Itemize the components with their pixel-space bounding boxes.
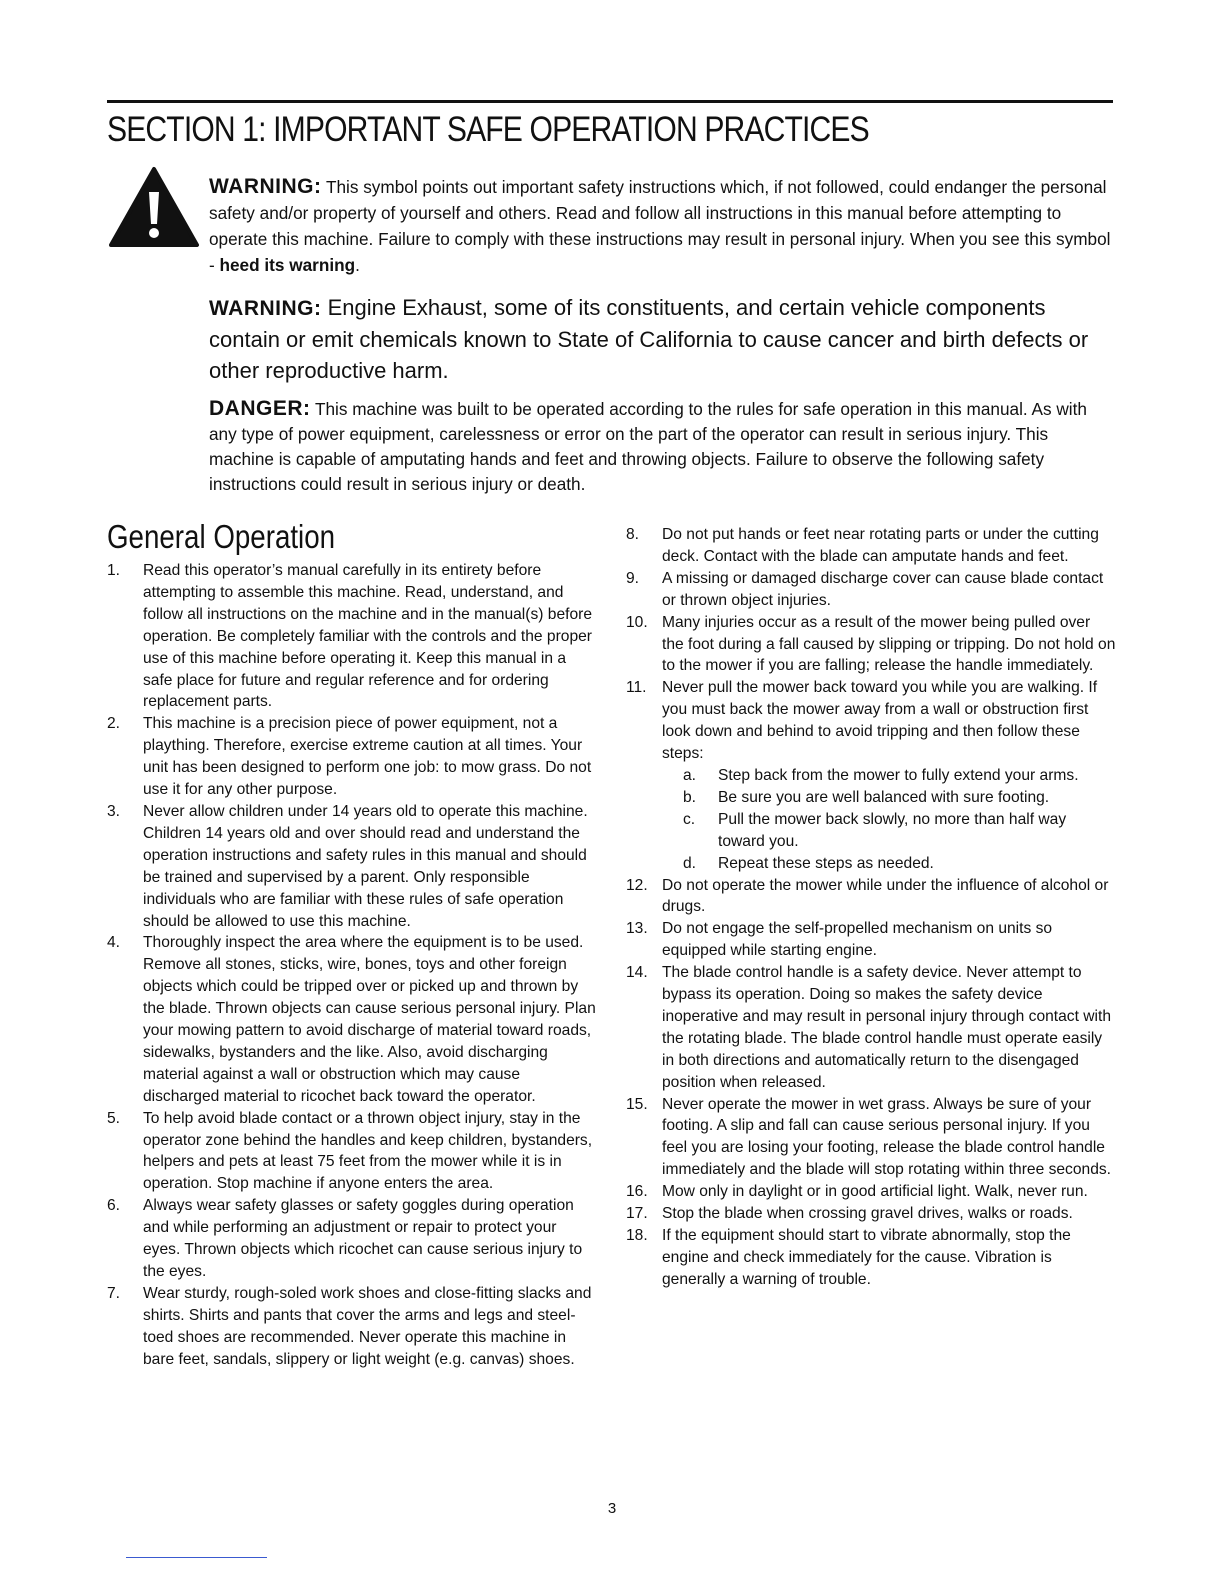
warning-end: . — [355, 255, 360, 275]
danger-text: This machine was built to be operated according to the rules for safe operation in this manual. As with any type of power equipment, carelessness or error on the part of the operator can result in serious injury. This machine is capable of amputating hands and feet and throwing objects. Failure to observe the following safety instructions could result in serious injury or death. — [209, 399, 1087, 494]
sub-item-text: Be sure you are well balanced with sure footing. — [718, 788, 1050, 806]
sub-list-item — [662, 765, 1116, 787]
item-number: 2. — [107, 715, 121, 733]
list-item — [626, 568, 1116, 612]
safety-symbol-warning — [209, 174, 1114, 278]
general-operation-heading: General Operation — [107, 518, 336, 555]
item-number: 14. — [626, 964, 648, 982]
warning-keyword: WARNING: — [209, 297, 322, 320]
sub-list-item — [662, 809, 1116, 853]
list-item — [626, 962, 1116, 1093]
item-text: If the equipment should start to vibrate abnormally, stop the engine and check immediately for the cause. Vibration is generally a warning of trouble. — [662, 1227, 1071, 1288]
item-number: 12. — [626, 876, 648, 894]
list-item — [107, 713, 597, 801]
list-item — [626, 918, 1116, 962]
list-item — [626, 875, 1116, 919]
item-number: 10. — [626, 613, 648, 631]
danger-notice — [209, 396, 1114, 497]
item-text: This machine is a precision piece of power equipment, not a plaything. Therefore, exercise extreme caution at all times. Your unit has been designed to perform one job: to mow grass. Do not use it for any other purpose. — [143, 715, 592, 799]
item-number: 15. — [626, 1095, 648, 1113]
safety-rules-list-right — [626, 524, 1116, 1291]
item-text: Many injuries occur as a result of the mower being pulled over the foot during a fall caused by slipping or tripping. Do not hold on to the mower if you are falling; release the handle immediately. — [662, 613, 1116, 675]
item-text: Do not put hands or feet near rotating parts or under the cutting deck. Contact with the blade can amputate hands and feet. — [662, 526, 1099, 565]
item-number: 11. — [626, 679, 647, 697]
sub-item-letter: c. — [683, 810, 696, 828]
section-title: SECTION 1: IMPORTANT SAFE OPERATION PRACTICES — [107, 110, 869, 149]
list-item — [626, 1181, 1116, 1203]
item-text: Never pull the mower back toward you while you are walking. If you must back the mower away from a wall or obstruction first look down and behind to avoid tripping and then follow these steps: — [662, 679, 1098, 763]
list-item — [107, 801, 597, 932]
warning-text: Engine Exhaust, some of its constituents, and certain vehicle components contain or emit chemicals known to State of California to cause cancer and birth defects or other reproductive harm. — [209, 295, 1089, 383]
list-item — [626, 677, 1116, 874]
item-number: 16. — [626, 1183, 648, 1201]
item-text: Mow only in daylight or in good artificial light. Walk, never run. — [662, 1183, 1088, 1201]
sub-item-text: Pull the mower back slowly, no more than half way toward you. — [718, 810, 1067, 850]
california-warning — [209, 292, 1114, 386]
item-number: 13. — [626, 920, 648, 938]
item-number: 7. — [107, 1284, 121, 1302]
page-number: 3 — [607, 1500, 617, 1517]
list-item — [626, 1203, 1116, 1225]
list-item — [107, 1108, 597, 1196]
item-text: Never allow children under 14 years old to operate this machine. Children 14 years old and over should read and understand the operation instructions and safety rules in this manual and should be trained and supervised by a parent. Only responsible individuals who are familiar with these rules of safe operation should be allowed to use this machine. — [143, 802, 588, 930]
sub-list-item — [662, 853, 1116, 875]
item-text: To help avoid blade contact or a thrown object injury, stay in the operator zone behind the handles and keep children, bystanders, helpers and pets at least 75 feet from the mower while it is in operation. Stop machine if anyone enters the area. — [143, 1109, 593, 1193]
list-item — [107, 932, 597, 1107]
warning-keyword: WARNING: — [209, 175, 322, 198]
item-number: 4. — [107, 934, 121, 952]
backing-steps-list — [662, 765, 1116, 875]
list-item — [626, 524, 1116, 568]
item-number: 17. — [626, 1205, 648, 1223]
top-rule — [107, 100, 1113, 103]
item-text: Never operate the mower in wet grass. Always be sure of your footing. A slip and fall can cause serious personal injury. If you feel you are losing your footing, release the blade control handle immediately and the blade will stop rotating within three seconds. — [662, 1095, 1111, 1179]
list-item — [107, 1195, 597, 1283]
danger-keyword: DANGER: — [209, 397, 311, 420]
item-text: Do not operate the mower while under the influence of alcohol or drugs. — [662, 876, 1109, 916]
item-number: 18. — [626, 1227, 648, 1244]
sub-item-letter: d. — [683, 854, 697, 872]
item-text: Do not engage the self-propelled mechanism on units so equipped while starting engine. — [662, 920, 1053, 960]
warning-emphasis: heed its warning — [219, 255, 356, 275]
item-number: 9. — [626, 569, 640, 587]
item-number: 6. — [107, 1197, 121, 1215]
item-number: 8. — [626, 526, 640, 543]
list-item — [626, 1094, 1116, 1182]
item-text: A missing or damaged discharge cover can cause blade contact or thrown object injuries. — [662, 569, 1104, 609]
list-item — [626, 612, 1116, 678]
sub-item-text: Repeat these steps as needed. — [718, 854, 934, 872]
sub-item-letter: a. — [683, 766, 697, 784]
sub-item-text: Step back from the mower to fully extend your arms. — [718, 766, 1079, 784]
safety-rules-list-left — [107, 560, 597, 1371]
list-item — [107, 1283, 597, 1371]
item-number: 5. — [107, 1109, 121, 1127]
item-text: The blade control handle is a safety device. Never attempt to bypass its operation. Doing so makes the safety device inoperative and may result in personal injury through contact with the rotating blade. The blade control handle must operate easily in both directions and automatically return to the disengaged position when released. — [662, 964, 1111, 1091]
item-number: 3. — [107, 802, 121, 820]
item-text: Wear sturdy, rough-soled work shoes and close-fitting slacks and shirts. Shirts and pants that cover the arms and legs and steel-toed shoes are recommended. Never operate this machine in bare feet, sandals, slippery or light weight (e.g. canvas) shoes. — [143, 1284, 592, 1368]
list-item — [626, 1225, 1116, 1291]
warning-triangle-icon — [108, 166, 200, 248]
item-text: Read this operator’s manual carefully in its entirety before attempting to assemble this machine. Read, understand, and follow all instructions on the machine and in the manual(s) before operation. Be completely familiar with the controls and the proper use of this machine before operating it. Keep this manual in a safe place for future and regular reference and for ordering replacement parts. — [143, 562, 592, 711]
item-text: Thoroughly inspect the area where the equipment is to be used. Remove all stones, sticks, wire, bones, toys and other foreign objects which could be tripped over or picked up and thrown by the blade. Thrown objects can cause serious personal injury. Plan your mowing pattern to avoid discharge of material toward roads, sidewalks, bystanders and the like. Also, avoid discharging material against a wall or obstruction which may cause discharged material to ricochet back toward the operator. — [143, 934, 596, 1105]
item-text: Stop the blade when crossing gravel drives, walks or roads. — [662, 1205, 1073, 1223]
sub-list-item — [662, 787, 1116, 809]
footer-rule — [126, 1557, 267, 1558]
item-number: 1. — [107, 562, 121, 579]
warning-text: This symbol points out important safety instructions which, if not followed, could endanger the personal safety and/or property of yourself and others. Read and follow all instructions in this manual before attempting to operate this machine. Failure to comply with these instructions may result in personal injury. When you see this symbol - — [209, 177, 1111, 275]
item-text: Always wear safety glasses or safety goggles during operation and while performing an adjustment or repair to protect your eyes. Thrown objects which ricochet can cause serious injury to the eyes. — [143, 1197, 583, 1280]
sub-item-letter: b. — [683, 788, 697, 806]
list-item — [107, 560, 597, 713]
